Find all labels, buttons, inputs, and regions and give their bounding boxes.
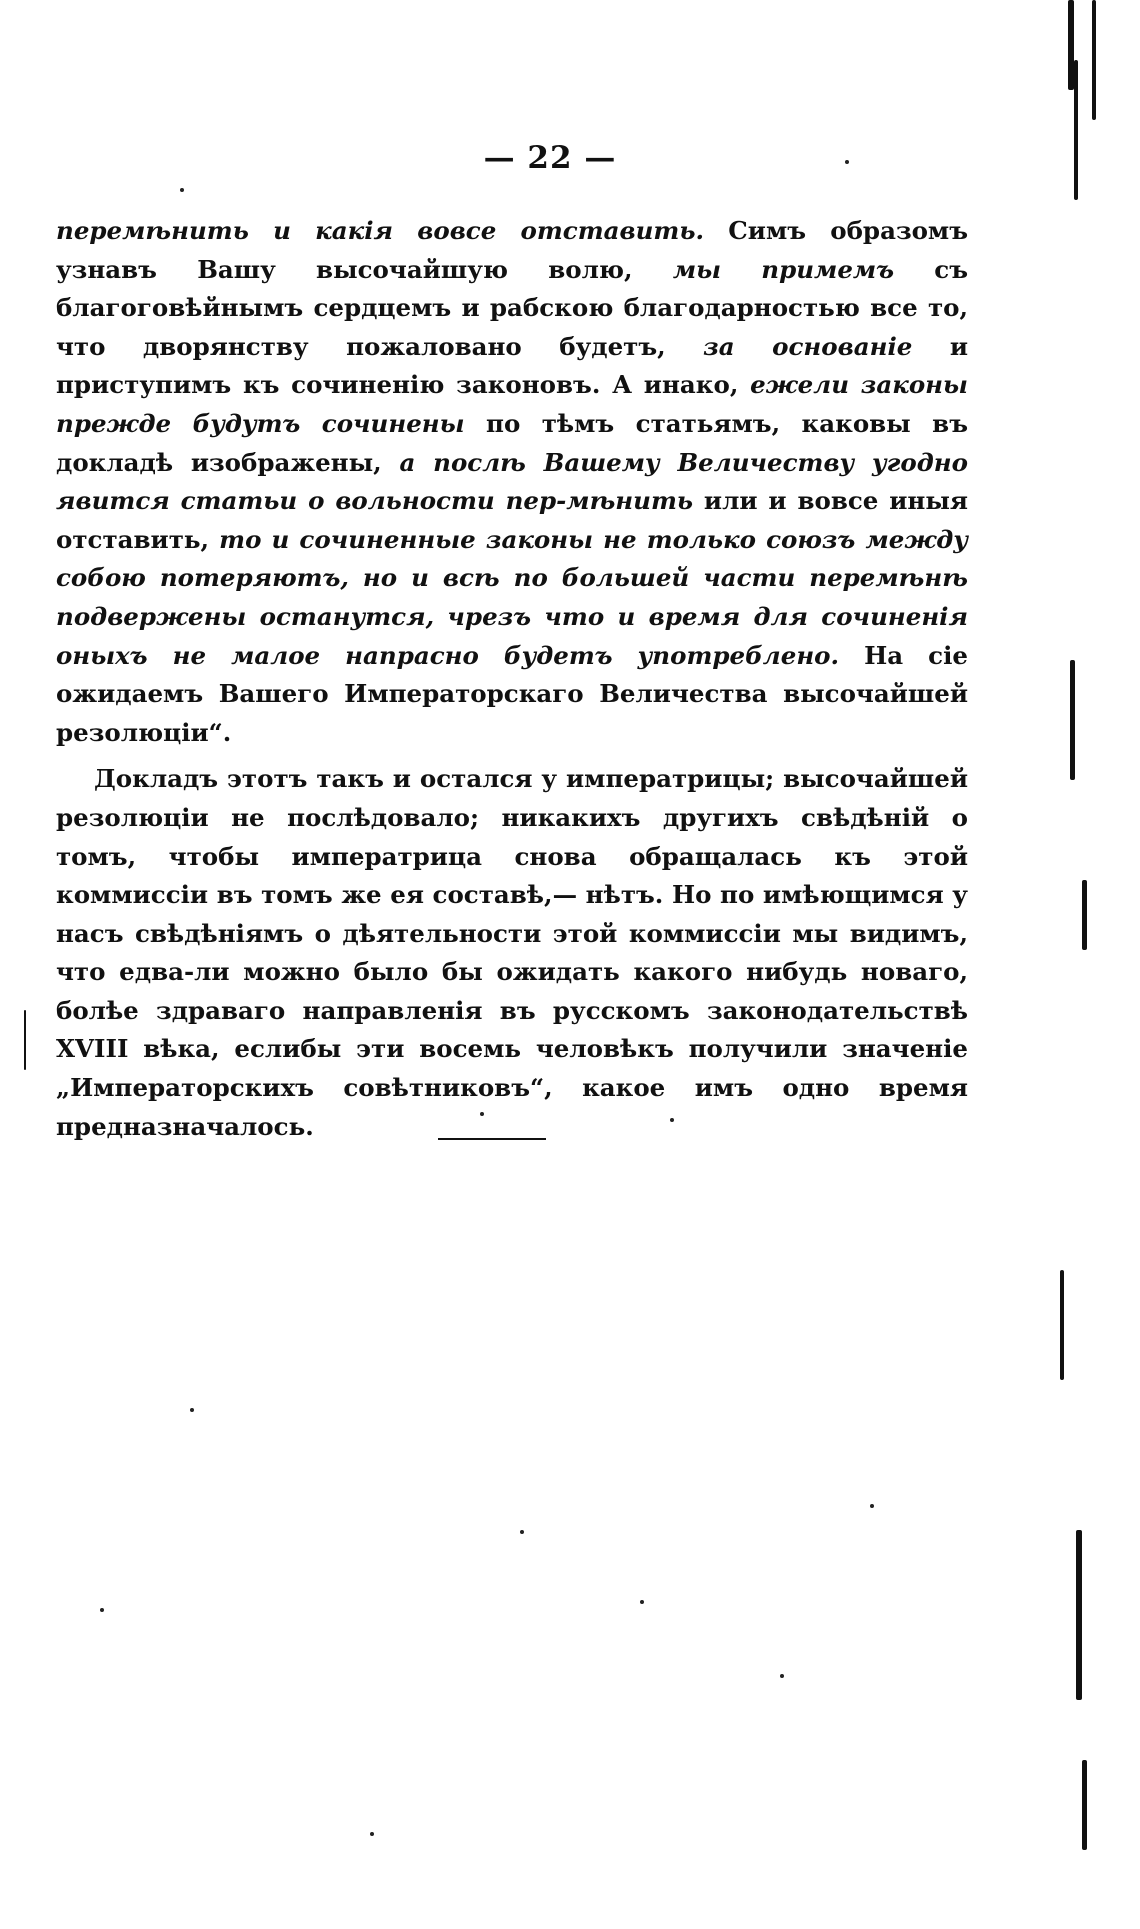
text-run: за основаніе [703, 331, 913, 361]
scan-speck [190, 1408, 194, 1412]
body-text [56, 212, 968, 1154]
text-run: съ благоговѣйнымъ сердцемъ и рабскою благодарностью все то, что дворянству пожаловано будетъ, [56, 254, 968, 361]
scan-speck [520, 1530, 524, 1534]
text-run: мы примемъ [672, 254, 895, 284]
text-run: ежели законы прежде будутъ сочинены [56, 370, 968, 438]
scan-speck [480, 1112, 484, 1116]
scan-speck [100, 1608, 104, 1612]
page-number: — 22 — [483, 140, 617, 176]
scan-edge-mark [1082, 880, 1087, 950]
text-run: и приступимъ къ сочиненію законовъ. А инако, [56, 331, 968, 400]
scan-edge-mark [1092, 0, 1096, 120]
text-run: перемѣнить и какія вовсе отставить. [56, 216, 705, 245]
scan-edge-mark [1076, 1530, 1082, 1700]
text-run: Симъ образомъ узнавъ Вашу высочайшую волю, [56, 216, 968, 284]
scan-speck [780, 1674, 784, 1678]
scan-edge-mark [1082, 1760, 1087, 1850]
text-run: или и вовсе иныя отставить, [56, 486, 968, 554]
paragraph-1 [56, 212, 968, 752]
scan-edge-mark [24, 1010, 26, 1070]
text-run: Докладъ этотъ такъ и остался у императрицы; высочайшей резолюціи не послѣдовало; никакихъ другихъ свѣдѣній о томъ, чтобы императрица снова обращалась къ этой коммиссіи въ томъ же ея составѣ,— нѣтъ. Но по имѣющимся у насъ свѣдѣніямъ о дѣятельности этой коммиссіи мы видимъ, что едва-ли можно было бы ожидать какого нибудь новаго, болѣе здраваго направленія въ русскомъ законодательствѣ XVIII вѣка, еслибы эти восемь человѣкъ получили значеніе „Императорскихъ совѣтниковъ“, какое имъ одно время предназначалось. [56, 764, 968, 1141]
text-run: На сіе ожидаемъ Вашего Императорскаго Величества высочайшей резолюціи“. [56, 640, 968, 747]
scan-speck [670, 1118, 674, 1122]
section-divider-rule [438, 1138, 546, 1140]
text-run: а послѣ Вашему Величеству угодно явится статьи о вольности пер-мѣнить [56, 447, 968, 516]
text-run: по тѣмъ статьямъ, каковы въ докладѣ изображены, [56, 408, 968, 477]
scan-speck [870, 1504, 874, 1508]
scan-edge-mark [1070, 660, 1075, 780]
paragraph-2 [56, 760, 968, 1146]
scan-edge-mark [1060, 1270, 1064, 1380]
scan-speck [640, 1600, 644, 1604]
text-run: то и сочиненные законы не только союзъ между собою потеряютъ, но и всѣ по большей части перемѣнѣ подвержены останутся, чрезъ что и время для сочиненія оныхъ не малое напрасно будетъ употреблено. [56, 524, 968, 670]
scan-speck [370, 1832, 374, 1836]
scan-speck [180, 188, 184, 192]
scan-edge-mark [1074, 60, 1078, 200]
scan-speck [845, 160, 849, 164]
